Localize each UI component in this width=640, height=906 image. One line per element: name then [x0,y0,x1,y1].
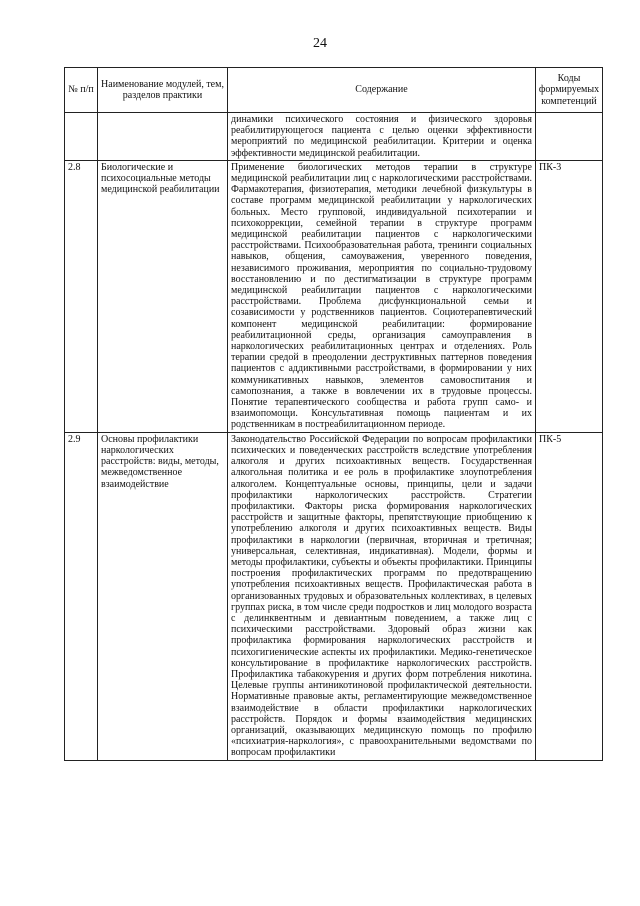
row-module-name [98,113,228,161]
row-content: Законодательство Российской Федерации по вопросам профилактики психических и поведенческих расстройств вследствие употребления алкоголя и других психоактивных веществ. Государственная алкогольная политика и ее роль в профилактике злоупотребления алкоголем. Концептуальные основы, принципы, цели и задачи профилактики наркологических расстройств. Стратегии профилактики. Факторы риска формирования наркологических расстройств и защитные факторы, препятствующие приобщению к употреблению алкоголя и других психоактивных веществ. Виды профилактики в наркологии (первичная, вторичная и третичная; универсальная, селективная, индикативная). Модели, формы и методы профилактики, субъекты и объекты профилактики. Принципы построения профилактических программ по предотвращению употребления психоактивных веществ. Профилактическая работа в организованных трудовых и образовательных коллективах, в целевых группах риска, в том числе среди подростков и лиц молодого возраста с делинквентным и девиантным поведением, а также лиц с психическими расстройствами. Здоровый образ жизни как профилактика формирования наркологических расстройств и психогигиенические аспекты их профилактики. Медико-генетическое консультирование в профилактике наркологических расстройств. Профилактика табакокурения и других форм потребления никотина. Целевые группы антиникотиновой профилактической деятельности. Нормативные правовые акты, регламентирующие межведомственное взаимодействие в области профилактики наркологических расстройств. Порядок и формы взаимодействия медицинских организаций, оказывающих медицинскую помощь по профилю «психиатрия-наркология», с правоохранительными ведомствами по вопросам профилактики [228,432,536,760]
row-competency-codes [536,113,603,161]
header-number: № п/п [65,68,98,113]
row-competency-codes: ПК-3 [536,160,603,432]
row-number: 2.9 [65,432,98,760]
table-row [65,160,603,432]
header-content: Содержание [228,68,536,113]
row-competency-codes: ПК-5 [536,432,603,760]
header-module-name: Наименование модулей, тем, разделов практики [98,68,228,113]
row-number [65,113,98,161]
header-competency-codes: Коды формируемых компетенций [536,68,603,113]
page-number: 24 [313,36,327,51]
row-content: динамики психического состояния и физического здоровья реабилитирующегося пациента с целью оценки эффективности мероприятий по медицинской реабилитации. Критерии и оценка эффективности медицинской реабилитации. [228,113,536,161]
table-row [65,113,603,161]
row-module-name: Основы профилактики наркологических расстройств: виды, методы, межведомственное взаимодействие [98,432,228,760]
table-row [65,432,603,760]
row-module-name: Биологические и психосоциальные методы медицинской реабилитации [98,160,228,432]
curriculum-table [64,67,603,761]
row-content: Применение биологических методов терапии в структуре медицинской реабилитации лиц с наркологическими расстройствами. Фармакотерапия, физиотерапия, методики лечебной физкультуры в составе программ медицинской реабилитации у наркологических больных. Место групповой, индивидуальной психотерапии и психокоррекции, семейной терапии в структуре программ медицинской реабилитации пациентов с наркологическими расстройствами. Психообразовательная работа, тренинги социальных навыков, общения, самоуважения, уверенного поведения, независимого проживания, мероприятия по социально-трудовому восстановлению и по дестигматизации в структуре программ медицинской реабилитации пациентов с наркологическими расстройствами. Проблема дисфункциональной семьи и созависимости у родственников пациентов. Социотерапевтический компонент медицинской реабилитации: формирование реабилитационной среды, организация самоуправления в наркологических реабилитационных центрах и отделениях. Роль терапии средой в преодолении деструктивных паттернов поведения пациентов с аддиктивными расстройствами, в формировании у них коммуникативных навыков, элементов самовоспитания и самопознания, а также в вовлечении их в трудовые процессы. Понятие терапевтического сообщества и работа групп само- и взаимопомощи. Консультативная помощь пациентам и их родственникам в постреабилитационном периоде. [228,160,536,432]
row-number: 2.8 [65,160,98,432]
table-header-row [65,68,603,113]
